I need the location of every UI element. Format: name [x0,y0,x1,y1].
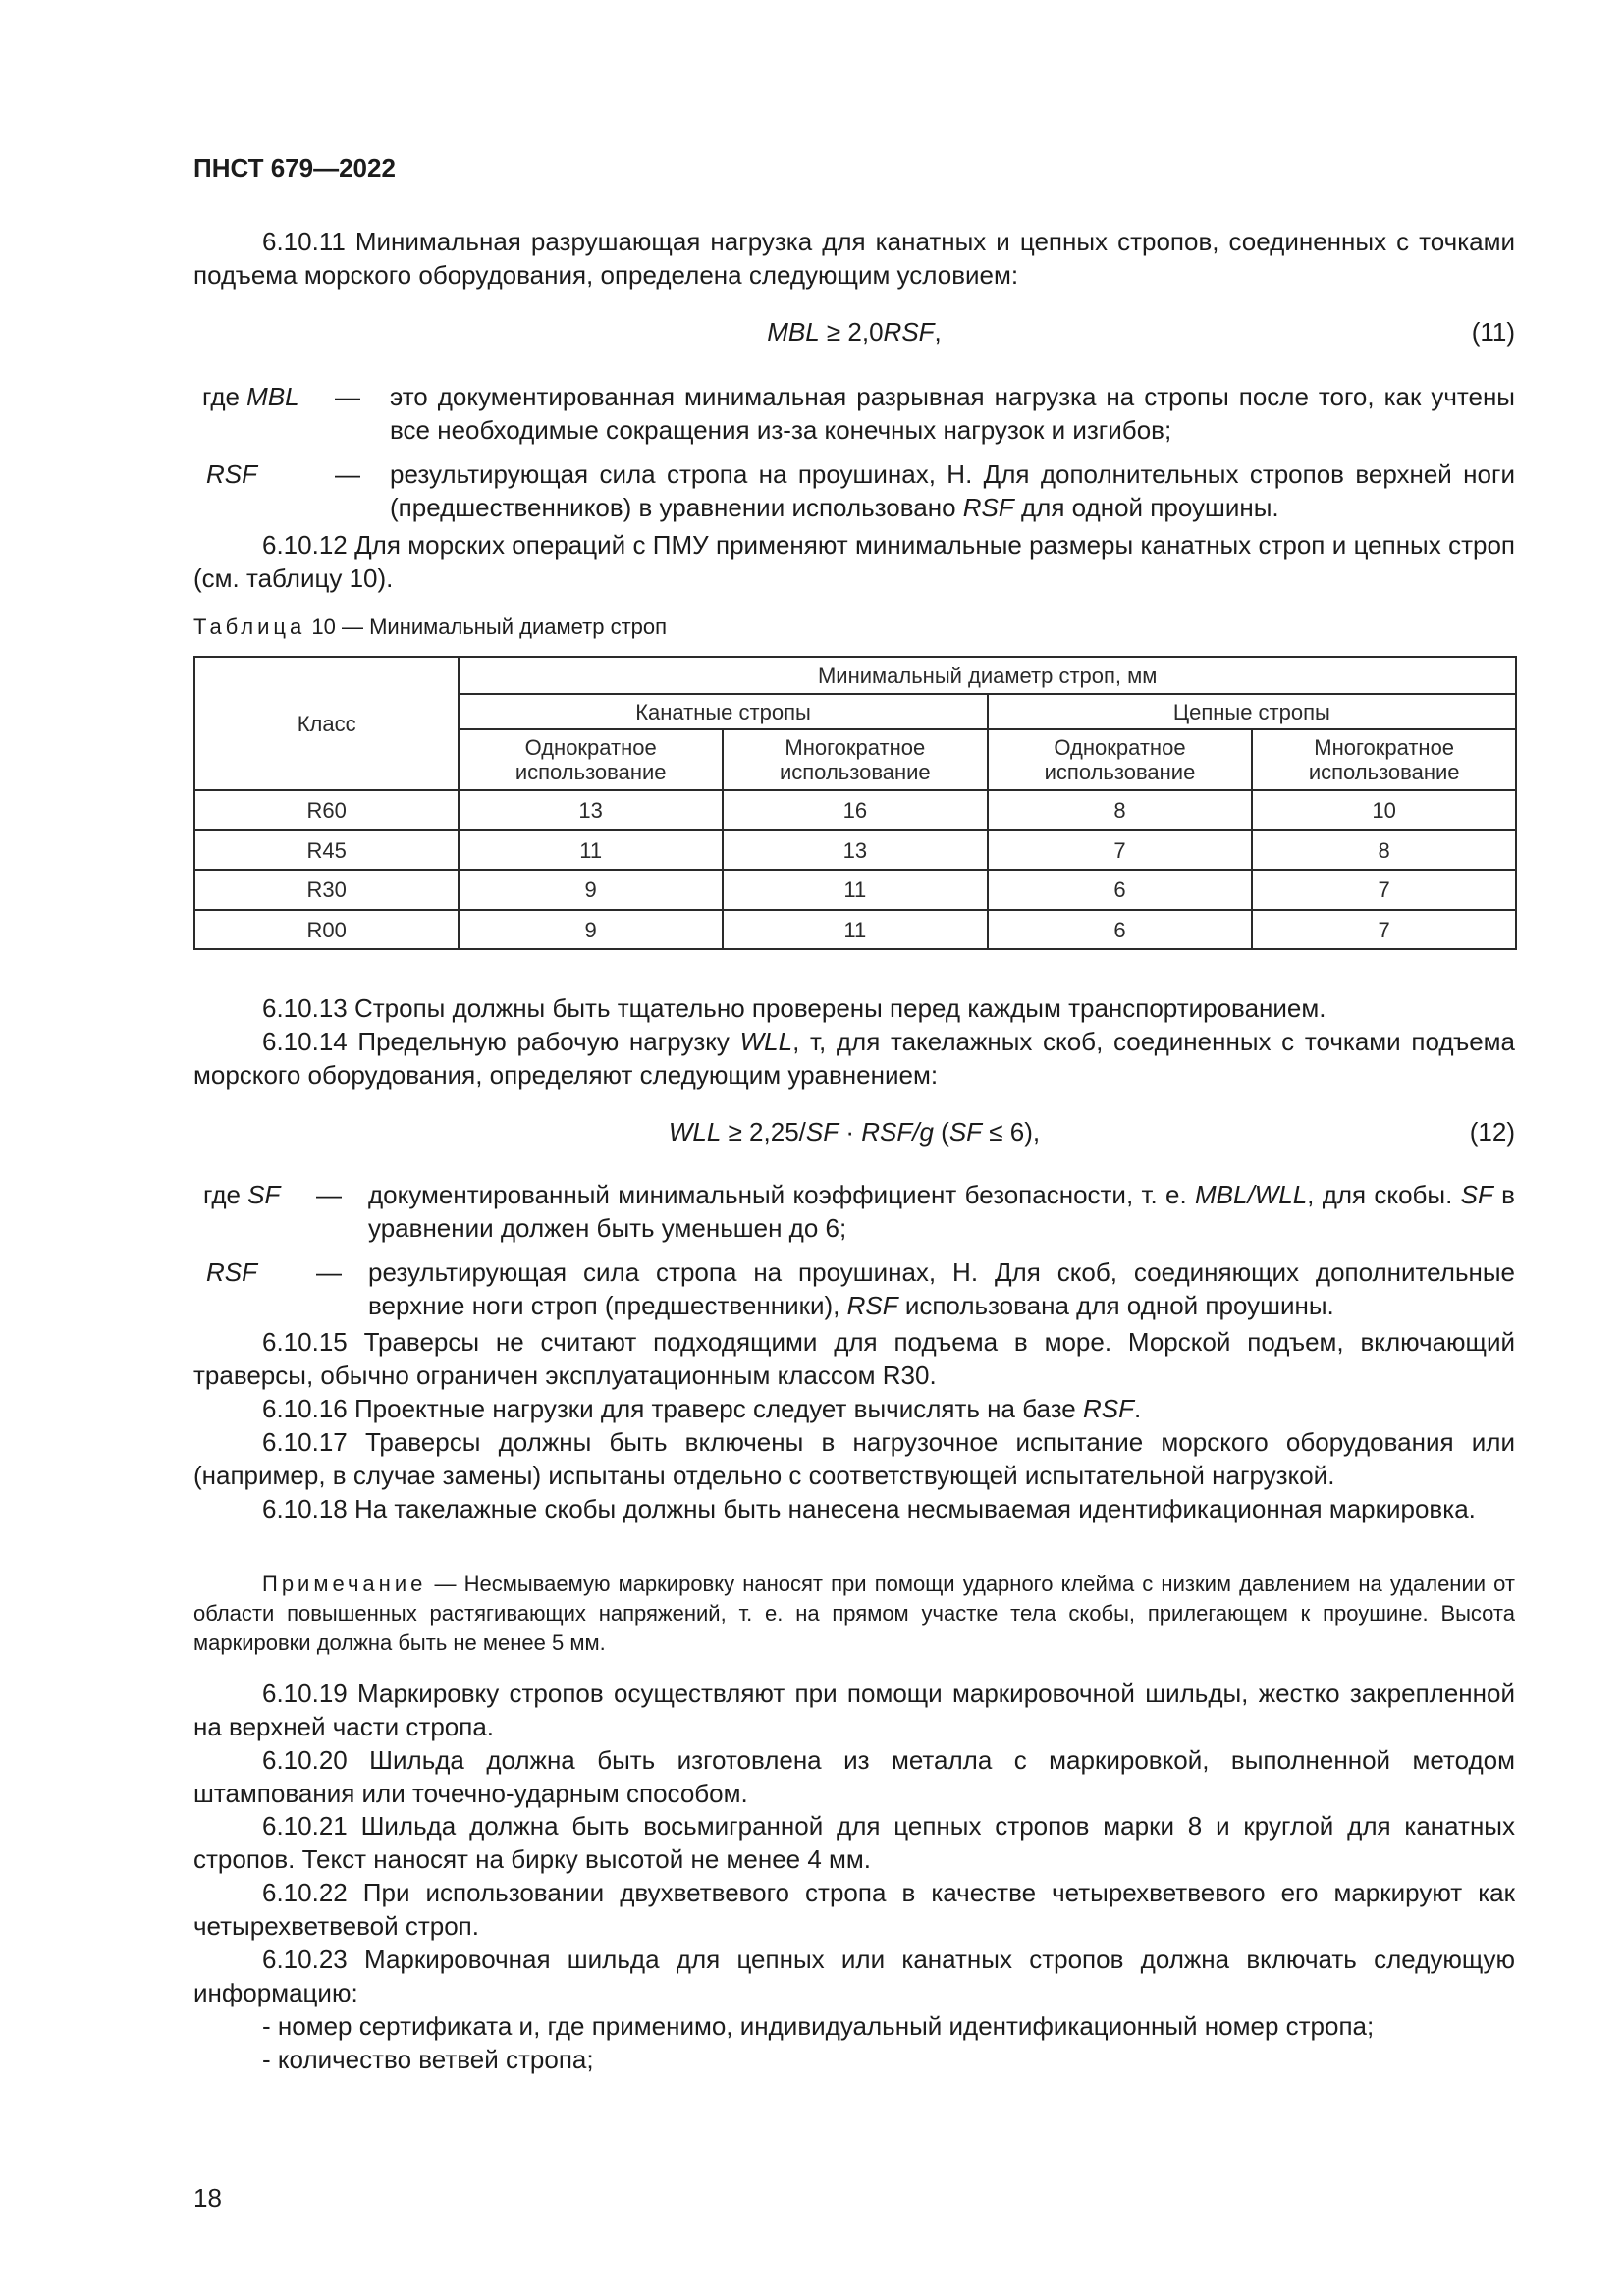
paragraph-6-10-13: 6.10.13 Стропы должны быть тщательно проверены перед каждым транспортированием. [262,993,1326,1023]
paragraph-6-10-23: 6.10.23 Маркировочная шильда для цепных или канатных стропов должна включать следующую информацию: [193,1945,1515,2007]
formula-number: (12) [1469,1117,1515,1147]
table-subheader: Однократное использование [459,729,723,790]
table-header-chain: Цепные стропы [988,694,1516,729]
page-number: 18 [193,2183,222,2213]
definition-sf: где SF — документированный минимальный коэффициент безопасности, т. е. MBL/WLL, для скобы. SF в уравнении должен быть уменьшен до 6; [203,1180,1515,1243]
formula-12: WLL ≥ 2,25/SF · RSF/g (SF ≤ 6), (12) [668,1117,1515,1147]
paragraph-6-10-22: 6.10.22 При использовании двухветвевого стропа в качестве четырехветвевого его маркируют как четырехветвевой строп. [193,1878,1515,1941]
list [193,2009,1515,2076]
table-title: Таблица 10 — Минимальный диаметр строп [193,614,668,639]
formula-11: MBL ≥ 2,0RSF, (11) [767,317,1515,347]
document-header: ПНСТ 679—2022 [193,153,396,183]
list-item: - номер сертификата и, где применимо, индивидуальный идентификационный номер стропа; [262,2011,1375,2041]
list-item: - количество ветвей стропа; [262,2045,594,2074]
note: Примечание — Несмываемую маркировку наносят при помощи ударного клейма с низким давлением на удалении от области повышенных растягивающих напряжений, т. е. на прямом участке тела скобы, прилегающем к проушине. Высота маркировки должна быть не менее 5 мм. [193,1572,1515,1655]
paragraph-6-10-19: 6.10.19 Маркировку стропов осуществляют при помощи маркировочной шильды, жестко закрепленной на верхней части стропа. [193,1679,1515,1741]
definition-rsf: RSF — результирующая сила стропа на проушинах, Н. Для дополнительных стропов верхней ноги (предшественников) в уравнении использовано RSF для одной проушины. [206,459,1515,522]
table-subheader: Однократное использование [988,729,1253,790]
table-header-class: Класс [194,657,459,790]
paragraph-6-10-21: 6.10.21 Шильда должна быть восьмигранной для цепных стропов марки 8 и круглой для канатных стропов. Текст наносят на бирку высотой не менее 4 мм. [193,1811,1515,1874]
table-subheader: Многократное использование [1252,729,1516,790]
paragraph-6-10-20: 6.10.20 Шильда должна быть изготовлена из металла с маркировкой, выполненной методом штампования или точечно-ударным способом. [193,1745,1515,1808]
table-subheader: Многократное использование [723,729,988,790]
paragraph-6-10-16: 6.10.16 Проектные нагрузки для траверс следует вычислять на базе RSF. [262,1394,1142,1423]
table-header-main: Минимальный диаметр строп, мм [459,657,1516,694]
table-header-rope: Канатные стропы [459,694,987,729]
definition-rsf-2: RSF — результирующая сила стропа на проушинах, Н. Для скоб, соединяющих дополнительные верхние ноги строп (предшественники), RSF использована для одной проушины. [206,1257,1515,1320]
definition-mbl: где MBL — это документированная минимальная разрывная нагрузка на стропы после того, как учтены все необходимые сокращения из-за конечных нагрузок и изгибов; [202,382,1515,445]
diameter-table [193,656,1517,950]
paragraph-6-10-11: 6.10.11 Минимальная разрушающая нагрузка для канатных и цепных стропов, соединенных с точками подъема морского оборудования, определена следующим условием: [193,227,1515,290]
formula-number: (11) [1471,317,1515,347]
table-row: R30 9 11 6 7 [194,870,1516,910]
paragraph-6-10-15: 6.10.15 Траверсы не считают подходящими для подъема в море. Морской подъем, включающий траверсы, обычно ограничен эксплуатационным классом R30. [193,1327,1515,1390]
table-row: R00 9 11 6 7 [194,910,1516,949]
paragraph-6-10-14: 6.10.14 Предельную рабочую нагрузку WLL, т, для такелажных скоб, соединенных с точками подъема морского оборудования, определяют следующим уравнением: [193,1027,1515,1090]
paragraph-6-10-18: 6.10.18 На такелажные скобы должны быть нанесена несмываемая идентификационная маркировка. [262,1494,1476,1523]
table-row: R60 13 16 8 10 [194,790,1516,830]
paragraph-6-10-12: 6.10.12 Для морских операций с ПМУ применяют минимальные размеры канатных строп и цепных строп (см. таблицу 10). [193,530,1515,593]
table-row: R45 11 13 7 8 [194,830,1516,870]
paragraph-6-10-17: 6.10.17 Траверсы должны быть включены в нагрузочное испытание морского оборудования или (например, в случае замены) испытаны отдельно с соответствующей испытательной нагрузкой. [193,1427,1515,1490]
